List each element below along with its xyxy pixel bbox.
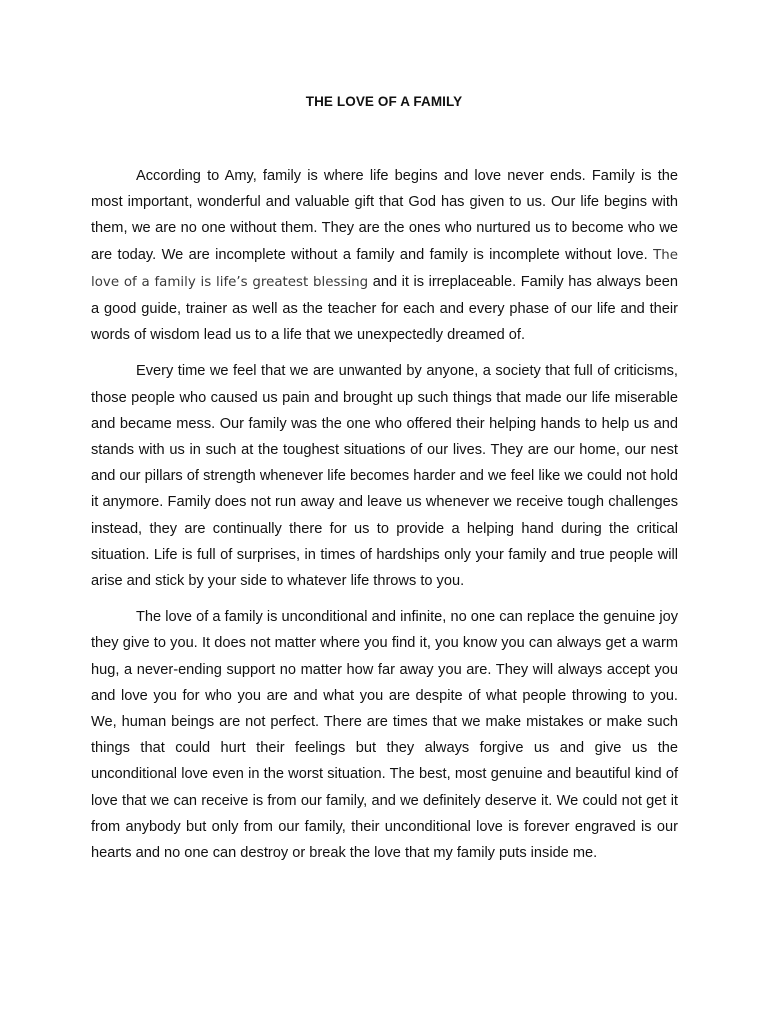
paragraph-1	[91, 163, 678, 348]
paragraph-1-quoted-phrase: The love of a family is life’s greatest blessing	[91, 247, 678, 290]
paragraph-1-text-start: According to Amy, family is where life begins and love never ends. Family is the most important, wonderful and valuable gift that God has given to us. Our life begins with them, we are no one without them. They are the ones who nurtured us to become who we are today. We are incomplete without a family and family is incomplete without love.	[91, 168, 678, 263]
paragraph-2: Every time we feel that we are unwanted by anyone, a society that full of criticisms, those people who caused us pain and brought up such things that made our life miserable and became mess. Our family was the one who offered their helping hands to help us and stands with us in such at the toughest situations of our lives. They are our home, our nest and our pillars of strength whenever life becomes harder and we feel like we could not hold it anymore. Family does not run away and leave us whenever we receive tough challenges instead, they are continually there for us to provide a helping hand during the critical situation. Life is full of surprises, in times of hardships only your family and true people will arise and stick by your side to whatever life throws to you.	[91, 363, 678, 590]
paragraph-3: The love of a family is unconditional and infinite, no one can replace the genuine joy they give to you. It does not matter where you find it, you know you can always get a warm hug, a never-ending support no matter how far away you are. They will always accept you and love you for who you are and what you are despite of what people throwing to you. We, human beings are not perfect. There are times that we make mistakes or make such things that could hurt their feelings but they always forgive us and give us the unconditional love even in the worst situation. The best, most genuine and beautiful kind of love that we can receive is from our family, and we definitely deserve it. We could not get it from anybody but only from our family, their unconditional love is forever engraved is our hearts and no one can destroy or break the love that my family puts inside me.	[91, 609, 678, 862]
document-title: THE LOVE OF A FAMILY	[305, 94, 463, 109]
document-body	[91, 163, 678, 876]
paragraph-1-text-end: and it is irreplaceable. Family has always been a good guide, trainer as well as the teacher for each and every phase of our life and their words of wisdom lead us to a life that we unexpectedly dreamed of.	[91, 273, 678, 344]
